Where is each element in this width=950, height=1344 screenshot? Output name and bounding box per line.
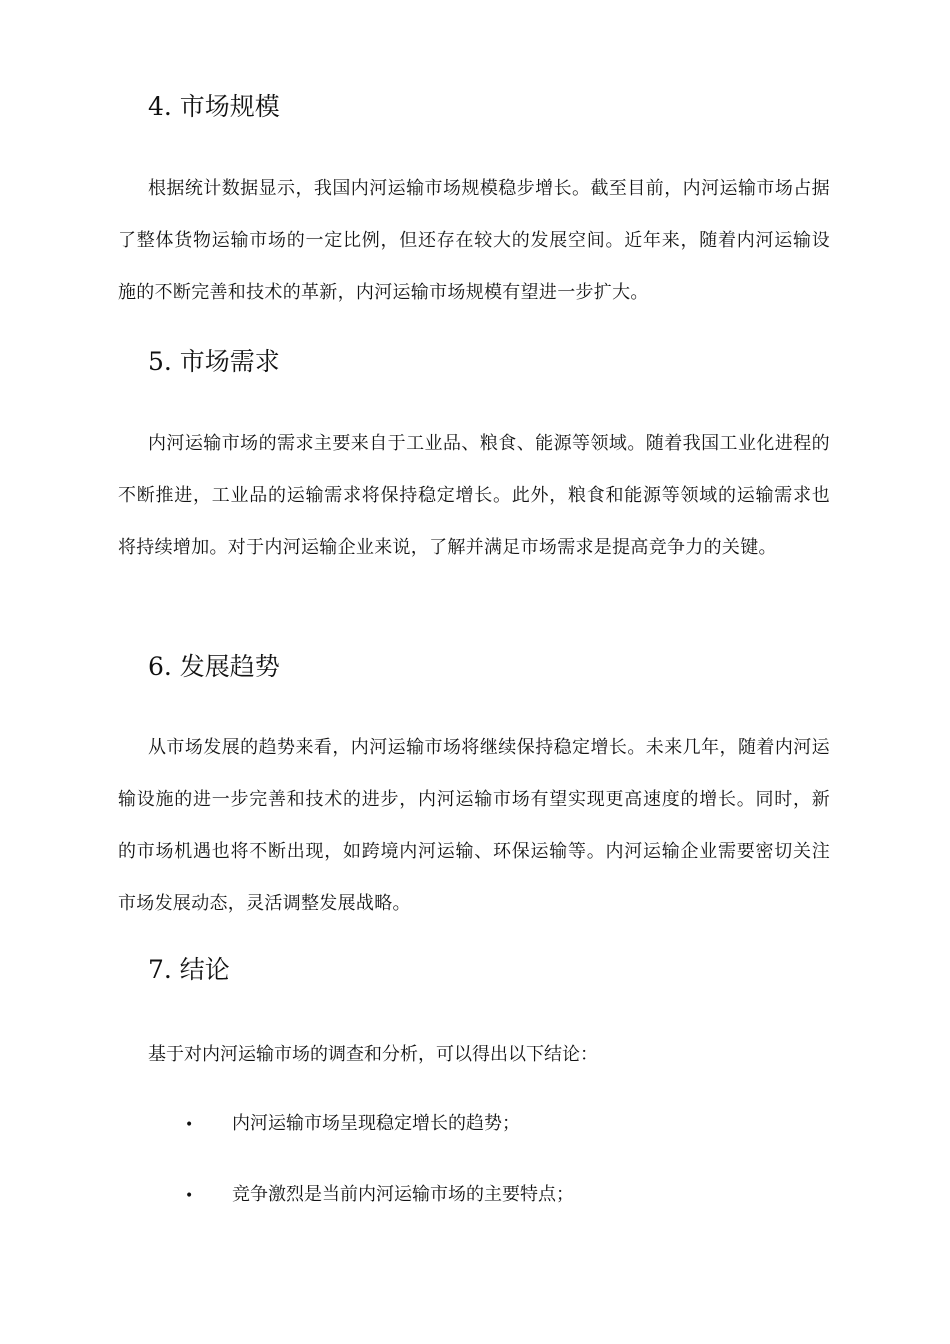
- list-item-text: 内河运输市场呈现稳定增长的趋势；: [232, 1113, 520, 1134]
- section-heading-conclusion: 7. 结论: [148, 955, 230, 984]
- bullet-icon: •: [185, 1188, 194, 1204]
- list-item: [185, 1180, 574, 1211]
- list-item-text: 竞争激烈是当前内河运输市场的主要特点；: [232, 1184, 574, 1205]
- bullet-icon: •: [185, 1117, 194, 1133]
- section-body-development-trend: 从市场发展的趋势来看，内河运输市场将继续保持稳定增长。未来几年，随着内河运输设施的进一步完善和技术的进步，内河运输市场有望实现更高速度的增长。同时，新的市场机遇也将不断出现，如跨境内河运输、环保运输等。内河运输企业需要密切关注市场发展动态，灵活调整发展战略。: [118, 737, 830, 914]
- conclusion-intro: 基于对内河运输市场的调查和分析，可以得出以下结论：: [148, 1044, 598, 1065]
- section-heading-market-demand: 5. 市场需求: [148, 347, 280, 376]
- section-heading-development-trend: 6. 发展趋势: [148, 652, 280, 681]
- section-heading-market-size: 4. 市场规模: [148, 92, 280, 121]
- list-item: [185, 1109, 520, 1140]
- section-body-market-demand: 内河运输市场的需求主要来自于工业品、粮食、能源等领域。随着我国工业化进程的不断推进，工业品的运输需求将保持稳定增长。此外，粮食和能源等领域的运输需求也将持续增加。对于内河运输企业来说，了解并满足市场需求是提高竞争力的关键。: [118, 433, 830, 558]
- section-body-market-size: 根据统计数据显示，我国内河运输市场规模稳步增长。截至目前，内河运输市场占据了整体货物运输市场的一定比例，但还存在较大的发展空间。近年来，随着内河运输设施的不断完善和技术的革新，内河运输市场规模有望进一步扩大。: [118, 178, 830, 303]
